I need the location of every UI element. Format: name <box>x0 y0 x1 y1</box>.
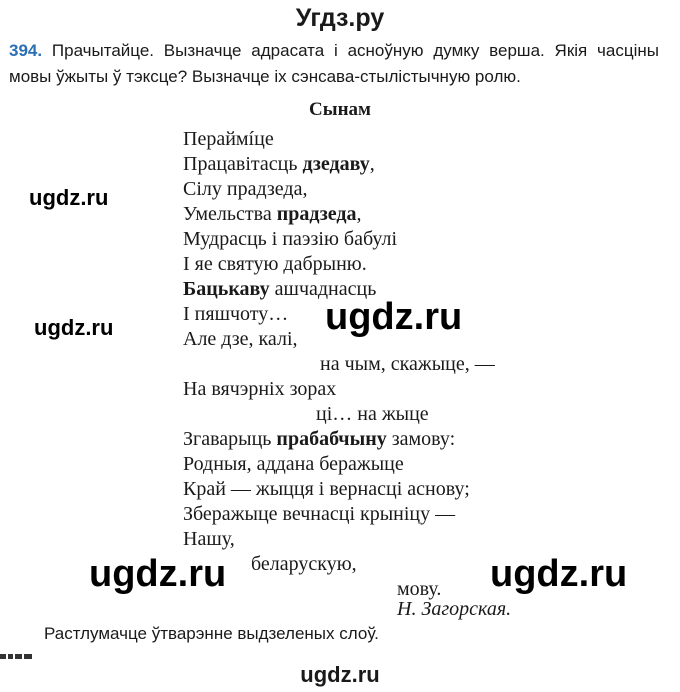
watermark: ugdz.ru <box>34 315 114 340</box>
poem-line: Згаварыць прабабчыну замову: <box>183 428 456 450</box>
poem-line: Край — жыцця і вернасці аснову; <box>183 478 470 500</box>
poem-line: Але дзе, калі, <box>183 328 298 350</box>
poem-line: беларускую, <box>251 553 357 575</box>
task-number: 394. <box>9 41 43 60</box>
highlighted-word: дзедаву <box>302 153 370 175</box>
highlighted-word: прадзеда <box>276 203 357 225</box>
poem-line: Зберажыце вечнасці крыніцу — <box>183 503 456 525</box>
question-text: Растлумачце ўтварэнне выдзеленых слоў. <box>44 624 379 643</box>
highlighted-word: прабабчыну <box>276 428 387 450</box>
poem-line: І яе святую дабрыню. <box>183 253 367 275</box>
poem-line: Нашу, <box>183 528 235 550</box>
watermark: ugdz.ru <box>490 553 628 595</box>
poem-line: Мудрасць і паэзію бабулі <box>183 228 398 250</box>
poem-line: І пяшчоту… <box>183 303 289 325</box>
footer-title: ugdz.ru <box>300 662 380 687</box>
poem-line: Бацькаву ашчаднасць <box>183 278 377 300</box>
task-body: Прачытайце. Вызначце адрасата і асноўную думку верша. Якія часціны мовы ўжыты ў тэксце? Вызначце іх сэнсава-стылістычную ролю. <box>9 41 659 86</box>
poem-line: Працавітасць дзедаву, <box>183 153 375 175</box>
watermark: ugdz.ru <box>325 296 463 338</box>
poem-line: Родныя, аддана беражыце <box>183 453 404 475</box>
poem-title: Сынам <box>309 99 371 120</box>
poem-author: Н. Загорская. <box>397 598 512 620</box>
poem-line: Пераймíце <box>183 128 274 150</box>
poem-line: На вячэрніх зорах <box>183 378 337 400</box>
watermark: ugdz.ru <box>89 553 227 595</box>
poem-line: Сілу прадзеда, <box>183 178 308 200</box>
poem-line: Умельства прадзеда, <box>183 203 362 225</box>
watermark: ugdz.ru <box>29 185 109 210</box>
highlighted-word: Бацькаву <box>183 278 270 300</box>
task-text <box>9 38 659 90</box>
poem-line: ці… на жыце <box>316 403 429 425</box>
site-title: Угдз.ру <box>295 4 385 32</box>
page-edge-mark <box>0 653 33 660</box>
poem-line: мову. <box>397 578 442 600</box>
poem-line: на чым, скажыце, — <box>320 353 495 375</box>
